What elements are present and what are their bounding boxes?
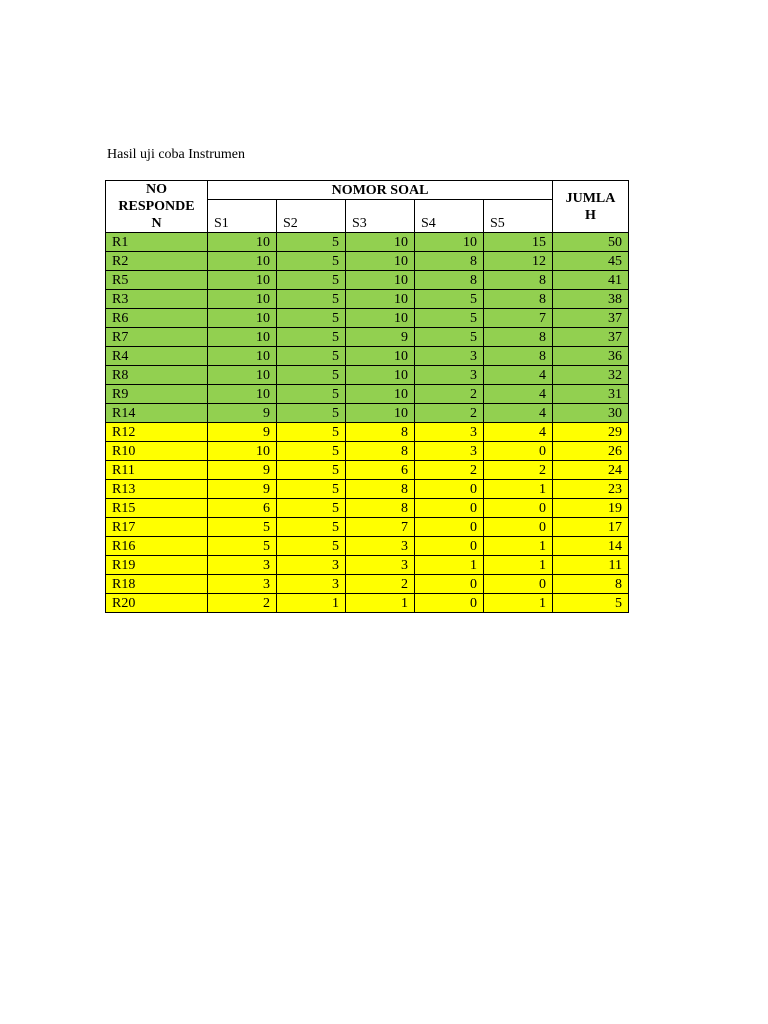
table-row [106, 290, 629, 309]
score-cell-s5: 8 [484, 290, 553, 309]
score-cell-s1: 6 [208, 499, 277, 518]
respondent-id-cell: R6 [106, 309, 208, 328]
score-cell-s5: 7 [484, 309, 553, 328]
score-cell-s2: 5 [277, 442, 346, 461]
header-jumlah-label: JUMLA H [565, 190, 616, 223]
score-cell-s2: 5 [277, 366, 346, 385]
score-cell-s2: 5 [277, 499, 346, 518]
table-row [106, 594, 629, 613]
score-cell-s3: 3 [346, 537, 415, 556]
respondent-id-cell: R12 [106, 423, 208, 442]
jumlah-cell: 24 [553, 461, 629, 480]
score-cell-s2: 5 [277, 404, 346, 423]
jumlah-cell: 37 [553, 309, 629, 328]
jumlah-cell: 19 [553, 499, 629, 518]
score-cell-s3: 9 [346, 328, 415, 347]
respondent-id-cell: R4 [106, 347, 208, 366]
score-cell-s1: 10 [208, 233, 277, 252]
table-row [106, 442, 629, 461]
score-cell-s4: 0 [415, 480, 484, 499]
table-row [106, 404, 629, 423]
score-cell-s3: 10 [346, 404, 415, 423]
table-row [106, 252, 629, 271]
score-cell-s3: 10 [346, 271, 415, 290]
table-row [106, 385, 629, 404]
jumlah-cell: 37 [553, 328, 629, 347]
score-cell-s3: 1 [346, 594, 415, 613]
score-cell-s3: 10 [346, 347, 415, 366]
respondent-id-cell: R20 [106, 594, 208, 613]
score-cell-s2: 3 [277, 575, 346, 594]
respondent-id-cell: R8 [106, 366, 208, 385]
jumlah-cell: 5 [553, 594, 629, 613]
score-cell-s3: 6 [346, 461, 415, 480]
score-cell-s4: 5 [415, 309, 484, 328]
header-jumlah [553, 181, 629, 233]
respondent-id-cell: R16 [106, 537, 208, 556]
score-cell-s1: 3 [208, 575, 277, 594]
score-cell-s2: 5 [277, 271, 346, 290]
score-cell-s5: 4 [484, 423, 553, 442]
table-row [106, 328, 629, 347]
header-no-responden-label: NO RESPONDE N [118, 182, 195, 231]
score-cell-s1: 9 [208, 461, 277, 480]
table-row [106, 423, 629, 442]
score-cell-s5: 1 [484, 594, 553, 613]
table-row [106, 461, 629, 480]
score-cell-s3: 10 [346, 309, 415, 328]
jumlah-cell: 45 [553, 252, 629, 271]
score-cell-s4: 10 [415, 233, 484, 252]
table-row [106, 518, 629, 537]
score-cell-s4: 8 [415, 252, 484, 271]
score-cell-s1: 9 [208, 404, 277, 423]
score-cell-s1: 10 [208, 271, 277, 290]
jumlah-cell: 38 [553, 290, 629, 309]
score-cell-s5: 1 [484, 480, 553, 499]
respondent-id-cell: R15 [106, 499, 208, 518]
score-cell-s2: 5 [277, 328, 346, 347]
score-cell-s3: 7 [346, 518, 415, 537]
table-row [106, 556, 629, 575]
respondent-id-cell: R3 [106, 290, 208, 309]
jumlah-cell: 50 [553, 233, 629, 252]
respondent-id-cell: R9 [106, 385, 208, 404]
score-cell-s1: 9 [208, 480, 277, 499]
score-cell-s2: 5 [277, 518, 346, 537]
score-cell-s1: 10 [208, 347, 277, 366]
table-row [106, 366, 629, 385]
score-cell-s5: 8 [484, 271, 553, 290]
score-cell-s4: 5 [415, 328, 484, 347]
score-cell-s2: 5 [277, 290, 346, 309]
score-cell-s1: 5 [208, 537, 277, 556]
score-cell-s1: 10 [208, 366, 277, 385]
table-body [106, 233, 629, 613]
header-s2: S2 [277, 200, 346, 233]
score-cell-s1: 5 [208, 518, 277, 537]
score-cell-s3: 10 [346, 366, 415, 385]
score-cell-s4: 3 [415, 423, 484, 442]
score-cell-s2: 5 [277, 233, 346, 252]
table-row [106, 499, 629, 518]
score-cell-s5: 4 [484, 385, 553, 404]
table-row [106, 271, 629, 290]
score-cell-s4: 1 [415, 556, 484, 575]
score-cell-s5: 0 [484, 518, 553, 537]
score-cell-s4: 3 [415, 347, 484, 366]
jumlah-cell: 30 [553, 404, 629, 423]
table-row [106, 309, 629, 328]
score-cell-s2: 3 [277, 556, 346, 575]
respondent-id-cell: R7 [106, 328, 208, 347]
table-row [106, 480, 629, 499]
score-cell-s4: 0 [415, 499, 484, 518]
score-cell-s5: 8 [484, 347, 553, 366]
jumlah-cell: 31 [553, 385, 629, 404]
score-cell-s5: 4 [484, 404, 553, 423]
document-title: Hasil uji coba Instrumen [107, 147, 246, 162]
score-cell-s3: 10 [346, 290, 415, 309]
score-cell-s2: 5 [277, 480, 346, 499]
score-cell-s5: 8 [484, 328, 553, 347]
respondent-id-cell: R1 [106, 233, 208, 252]
score-cell-s3: 8 [346, 480, 415, 499]
respondent-id-cell: R2 [106, 252, 208, 271]
respondent-id-cell: R17 [106, 518, 208, 537]
header-nomor-soal: NOMOR SOAL [208, 181, 553, 200]
score-cell-s5: 2 [484, 461, 553, 480]
score-cell-s2: 5 [277, 461, 346, 480]
jumlah-cell: 29 [553, 423, 629, 442]
header-no-responden [106, 181, 208, 233]
header-s5: S5 [484, 200, 553, 233]
score-cell-s4: 8 [415, 271, 484, 290]
score-cell-s4: 2 [415, 461, 484, 480]
table-row [106, 347, 629, 366]
table-row [106, 537, 629, 556]
header-s1: S1 [208, 200, 277, 233]
jumlah-cell: 11 [553, 556, 629, 575]
jumlah-cell: 32 [553, 366, 629, 385]
score-cell-s5: 4 [484, 366, 553, 385]
score-cell-s3: 2 [346, 575, 415, 594]
jumlah-cell: 23 [553, 480, 629, 499]
score-cell-s4: 0 [415, 518, 484, 537]
score-cell-s4: 0 [415, 594, 484, 613]
score-cell-s5: 0 [484, 499, 553, 518]
jumlah-cell: 26 [553, 442, 629, 461]
jumlah-cell: 17 [553, 518, 629, 537]
score-cell-s2: 5 [277, 423, 346, 442]
score-cell-s2: 5 [277, 537, 346, 556]
score-cell-s1: 10 [208, 328, 277, 347]
score-cell-s5: 0 [484, 442, 553, 461]
respondent-id-cell: R10 [106, 442, 208, 461]
score-cell-s2: 5 [277, 309, 346, 328]
score-cell-s1: 2 [208, 594, 277, 613]
table-row [106, 233, 629, 252]
score-cell-s5: 12 [484, 252, 553, 271]
score-cell-s4: 3 [415, 366, 484, 385]
score-cell-s3: 8 [346, 499, 415, 518]
respondent-id-cell: R18 [106, 575, 208, 594]
score-cell-s3: 3 [346, 556, 415, 575]
score-cell-s4: 0 [415, 537, 484, 556]
score-cell-s5: 1 [484, 537, 553, 556]
score-cell-s1: 10 [208, 385, 277, 404]
jumlah-cell: 14 [553, 537, 629, 556]
score-cell-s5: 1 [484, 556, 553, 575]
score-cell-s2: 5 [277, 347, 346, 366]
respondent-id-cell: R14 [106, 404, 208, 423]
score-cell-s3: 8 [346, 423, 415, 442]
score-cell-s1: 9 [208, 423, 277, 442]
jumlah-cell: 41 [553, 271, 629, 290]
score-cell-s2: 1 [277, 594, 346, 613]
score-cell-s3: 10 [346, 385, 415, 404]
score-cell-s5: 0 [484, 575, 553, 594]
score-cell-s4: 2 [415, 404, 484, 423]
respondent-id-cell: R19 [106, 556, 208, 575]
results-table [105, 180, 629, 613]
header-s4: S4 [415, 200, 484, 233]
score-cell-s3: 8 [346, 442, 415, 461]
table-row [106, 575, 629, 594]
score-cell-s4: 0 [415, 575, 484, 594]
score-cell-s5: 15 [484, 233, 553, 252]
respondent-id-cell: R5 [106, 271, 208, 290]
score-cell-s1: 10 [208, 309, 277, 328]
respondent-id-cell: R13 [106, 480, 208, 499]
score-cell-s3: 10 [346, 233, 415, 252]
score-cell-s4: 5 [415, 290, 484, 309]
score-cell-s1: 10 [208, 252, 277, 271]
score-cell-s1: 3 [208, 556, 277, 575]
score-cell-s3: 10 [346, 252, 415, 271]
score-cell-s1: 10 [208, 290, 277, 309]
score-cell-s2: 5 [277, 385, 346, 404]
score-cell-s2: 5 [277, 252, 346, 271]
score-cell-s1: 10 [208, 442, 277, 461]
score-cell-s4: 3 [415, 442, 484, 461]
header-s3: S3 [346, 200, 415, 233]
jumlah-cell: 36 [553, 347, 629, 366]
respondent-id-cell: R11 [106, 461, 208, 480]
score-cell-s4: 2 [415, 385, 484, 404]
jumlah-cell: 8 [553, 575, 629, 594]
